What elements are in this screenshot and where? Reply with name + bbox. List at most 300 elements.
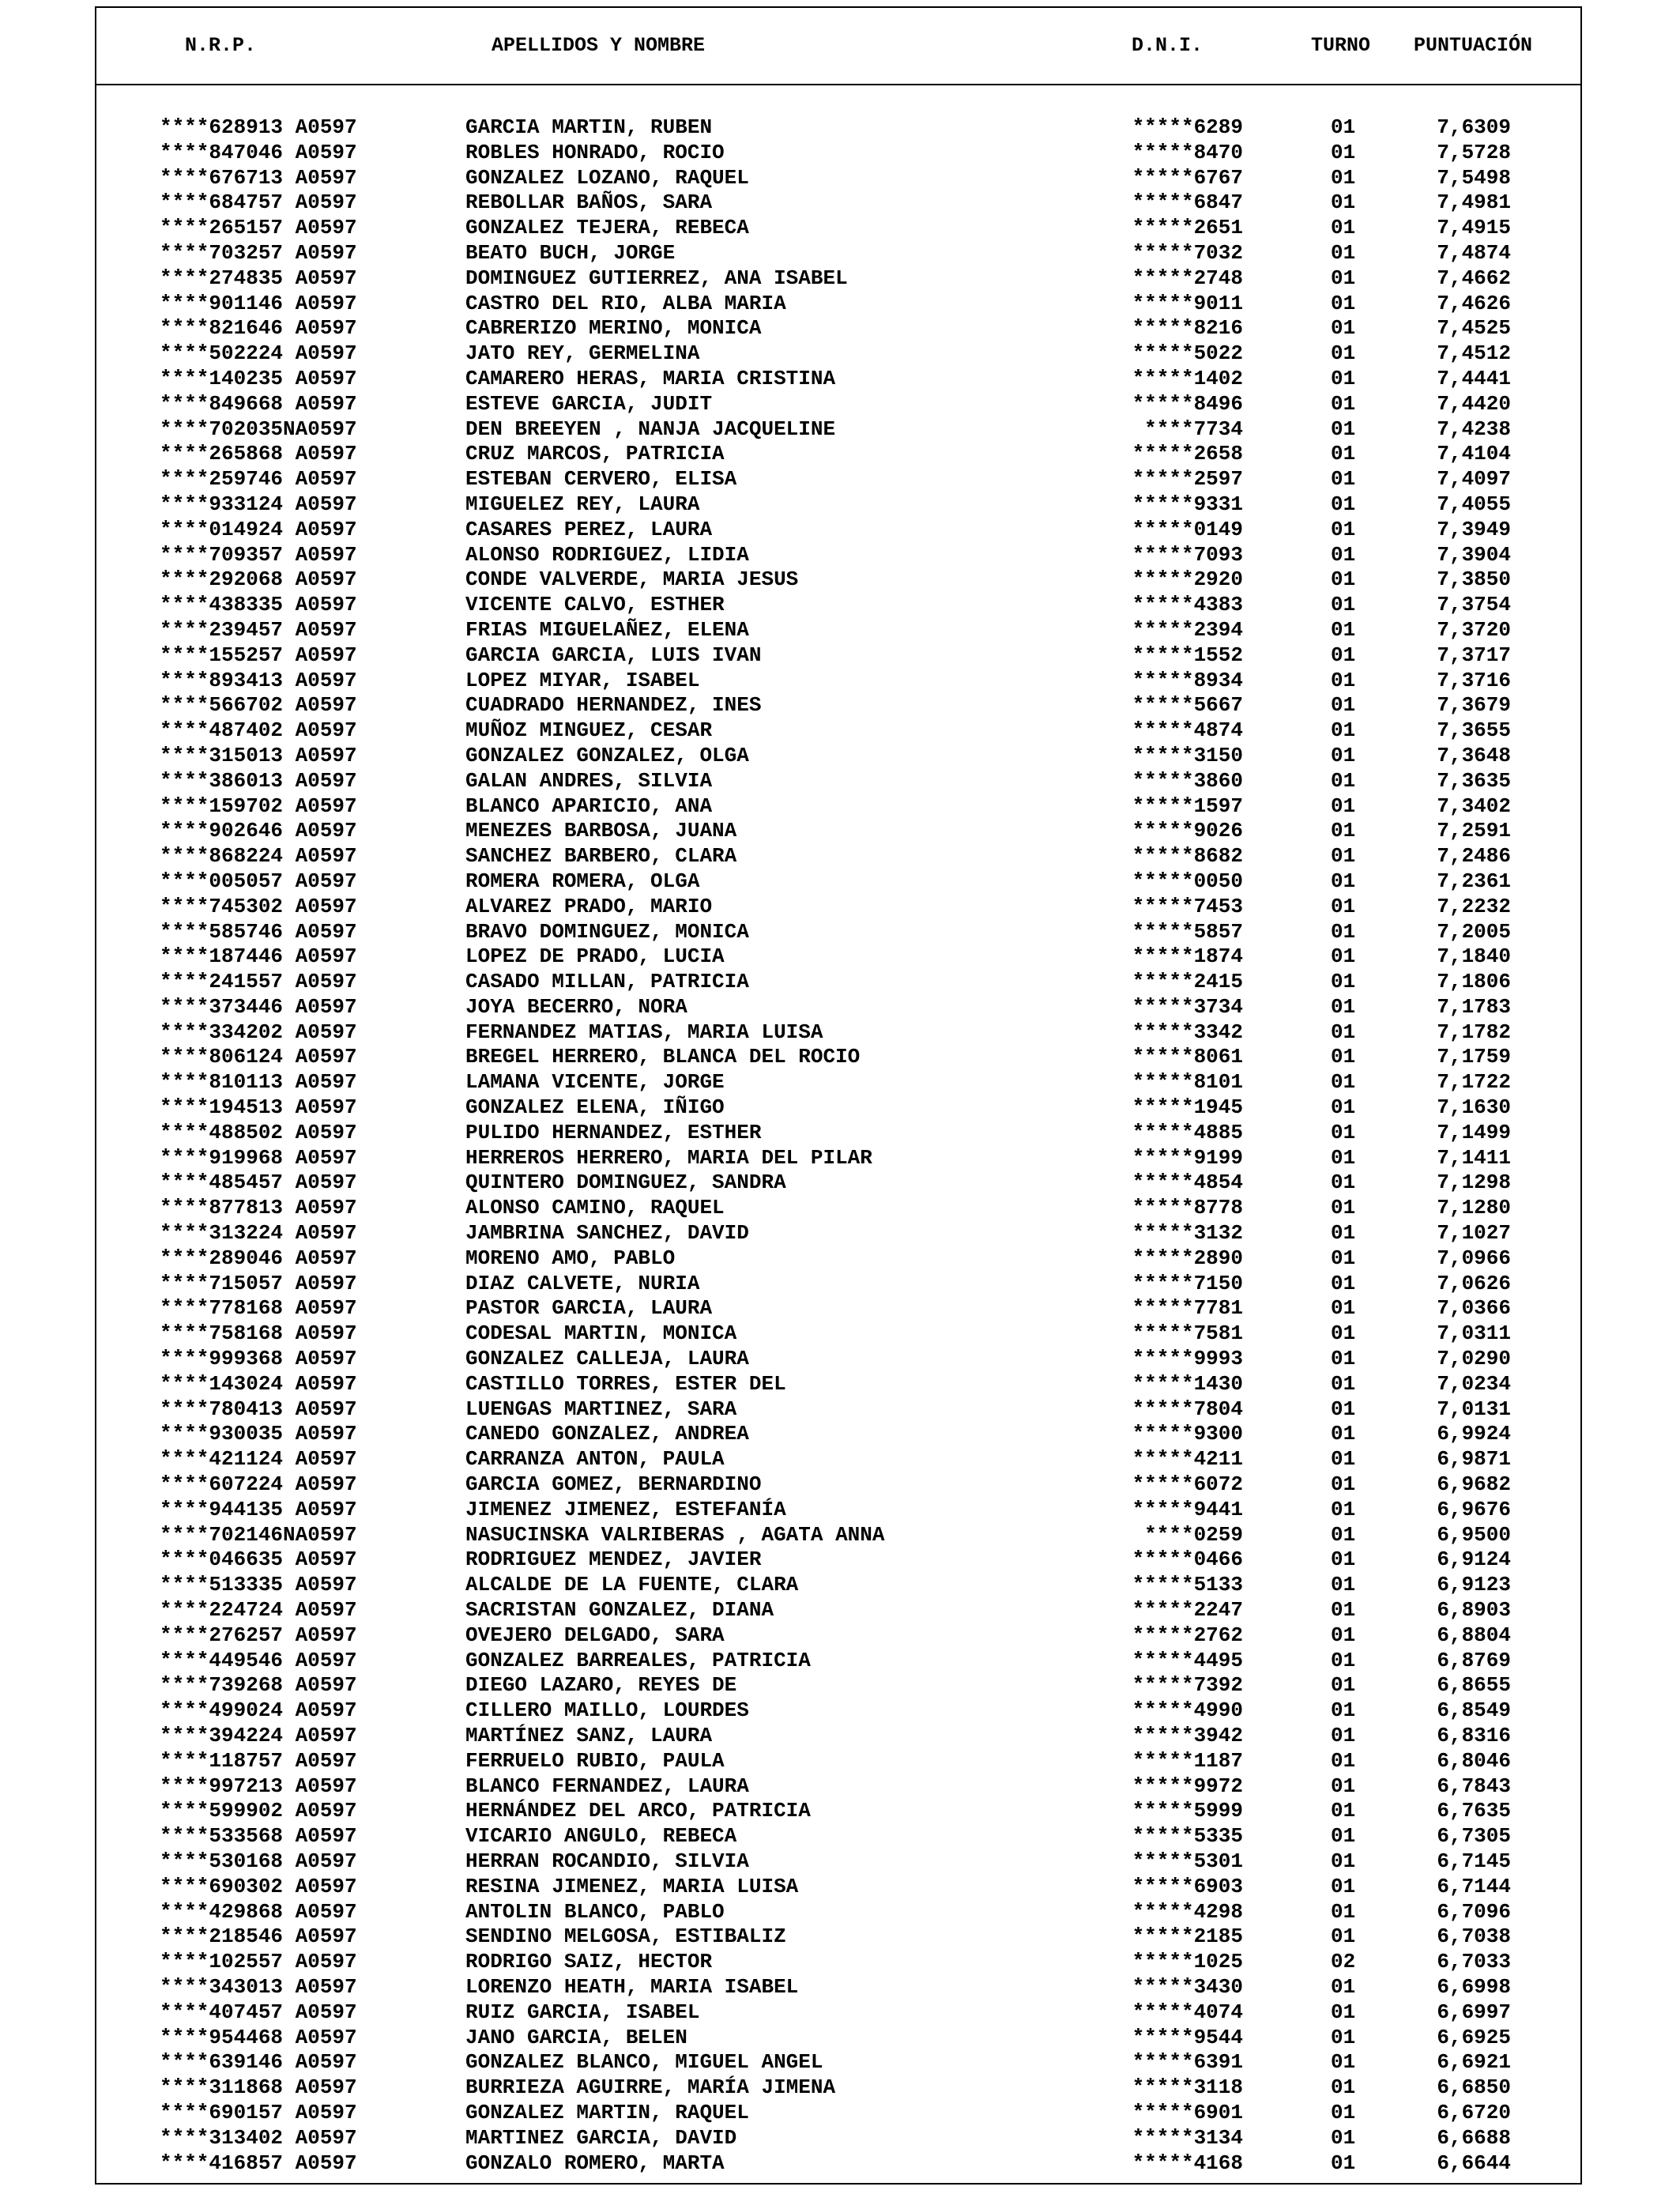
cell-name: ALVAREZ PRADO, MARIO	[465, 894, 713, 918]
cell-dni: *****2597	[1132, 467, 1243, 492]
cell-puntuacion: 7,4104	[1437, 442, 1511, 466]
cell-dni: *****4495	[1132, 1648, 1243, 1672]
cell-name: NASUCINSKA VALRIBERAS , AGATA ANNA	[465, 1522, 885, 1547]
table-row	[96, 115, 1580, 141]
cell-nrp: ****954468 A0597	[160, 2025, 357, 2049]
cell-puntuacion: 7,3716	[1437, 668, 1511, 692]
cell-dni: *****9199	[1132, 1145, 1243, 1170]
cell-turno: 01	[1331, 1371, 1356, 1396]
cell-nrp: ****421124 A0597	[160, 1447, 357, 1472]
cell-nrp: ****821646 A0597	[160, 316, 357, 341]
cell-turno: 01	[1331, 216, 1356, 240]
cell-nrp: ****933124 A0597	[160, 492, 357, 516]
cell-nrp: ****449546 A0597	[160, 1648, 357, 1672]
cell-nrp: ****155257 A0597	[160, 643, 357, 667]
cell-turno: 01	[1331, 617, 1356, 642]
table-row	[96, 869, 1580, 895]
cell-dni: *****5301	[1132, 1849, 1243, 1873]
cell-turno: 01	[1331, 1020, 1356, 1044]
cell-dni: *****4074	[1132, 2000, 1243, 2024]
cell-puntuacion: 6,9682	[1437, 1472, 1511, 1497]
cell-turno: 01	[1331, 844, 1356, 869]
table-row	[96, 1246, 1580, 1272]
cell-puntuacion: 6,7144	[1437, 1874, 1511, 1898]
cell-puntuacion: 7,1782	[1437, 1020, 1511, 1044]
table-row	[96, 794, 1580, 820]
cell-puntuacion: 6,8046	[1437, 1748, 1511, 1773]
table-row	[96, 718, 1580, 744]
cell-nrp: ****159702 A0597	[160, 794, 357, 818]
cell-nrp: ****684757 A0597	[160, 190, 357, 215]
cell-dni: *****2890	[1132, 1246, 1243, 1270]
cell-dni: *****6391	[1132, 2050, 1243, 2075]
table-row	[96, 543, 1580, 568]
cell-nrp: ****218546 A0597	[160, 1924, 357, 1949]
cell-dni: *****5133	[1132, 1573, 1243, 1597]
cell-nrp: ****373446 A0597	[160, 994, 357, 1019]
cell-nrp: ****102557 A0597	[160, 1950, 357, 1974]
table-row	[96, 669, 1580, 694]
cell-puntuacion: 7,1027	[1437, 1221, 1511, 1246]
cell-puntuacion: 7,0131	[1437, 1397, 1511, 1421]
cell-puntuacion: 6,6925	[1437, 2025, 1511, 2049]
cell-dni: *****7453	[1132, 894, 1243, 918]
cell-puntuacion: 6,6720	[1437, 2100, 1511, 2124]
cell-nrp: ****513335 A0597	[160, 1573, 357, 1597]
cell-puntuacion: 7,1840	[1437, 944, 1511, 969]
cell-nrp: ****810113 A0597	[160, 1070, 357, 1095]
cell-turno: 01	[1331, 1145, 1356, 1170]
cell-turno: 01	[1331, 819, 1356, 843]
table-row	[96, 367, 1580, 392]
cell-dni: *****1402	[1132, 366, 1243, 390]
cell-puntuacion: 6,8769	[1437, 1648, 1511, 1672]
table-row	[96, 618, 1580, 643]
cell-turno: 01	[1331, 2151, 1356, 2175]
cell-name: ALONSO CAMINO, RAQUEL	[465, 1196, 725, 1220]
cell-dni: *****2185	[1132, 1924, 1243, 1949]
cell-dni: *****1945	[1132, 1095, 1243, 1120]
cell-name: ESTEVE GARCIA, JUDIT	[465, 391, 713, 416]
cell-dni: *****0050	[1132, 869, 1243, 893]
cell-nrp: ****702146NA0597	[160, 1522, 357, 1547]
cell-dni: *****4885	[1132, 1120, 1243, 1144]
cell-puntuacion: 6,8655	[1437, 1673, 1511, 1698]
cell-name: LUENGAS MARTINEZ, SARA	[465, 1397, 737, 1421]
cell-name: SANCHEZ BARBERO, CLARA	[465, 844, 737, 869]
table-row	[96, 643, 1580, 669]
table-row	[96, 492, 1580, 518]
cell-name: GONZALEZ GONZALEZ, OLGA	[465, 743, 749, 767]
cell-turno: 01	[1331, 643, 1356, 667]
cell-puntuacion: 7,3717	[1437, 643, 1511, 667]
cell-nrp: ****224724 A0597	[160, 1598, 357, 1623]
cell-nrp: ****901146 A0597	[160, 291, 357, 315]
cell-puntuacion: 6,7096	[1437, 1899, 1511, 1924]
cell-puntuacion: 7,1783	[1437, 994, 1511, 1019]
cell-turno: 01	[1331, 1673, 1356, 1698]
table-row	[96, 1698, 1580, 1724]
cell-name: PASTOR GARCIA, LAURA	[465, 1296, 713, 1321]
cell-dni: ****7734	[1144, 417, 1243, 441]
cell-nrp: ****265157 A0597	[160, 216, 357, 240]
cell-turno: 01	[1331, 316, 1356, 341]
cell-nrp: ****806124 A0597	[160, 1045, 357, 1069]
cell-name: ALCALDE DE LA FUENTE, CLARA	[465, 1573, 799, 1597]
table-row	[96, 1498, 1580, 1523]
cell-turno: 01	[1331, 1573, 1356, 1597]
cell-turno: 01	[1331, 567, 1356, 592]
cell-name: GARCIA MARTIN, RUBEN	[465, 115, 713, 139]
table-row	[96, 1196, 1580, 1221]
cell-nrp: ****745302 A0597	[160, 894, 357, 918]
cell-dni: *****4298	[1132, 1899, 1243, 1924]
cell-name: BEATO BUCH, JORGE	[465, 240, 676, 265]
cell-nrp: ****944135 A0597	[160, 1497, 357, 1521]
cell-dni: *****7581	[1132, 1321, 1243, 1346]
cell-name: CONDE VALVERDE, MARIA JESUS	[465, 567, 799, 592]
table-row	[96, 567, 1580, 593]
cell-puntuacion: 7,2232	[1437, 894, 1511, 918]
cell-name: GONZALEZ ELENA, IÑIGO	[465, 1095, 725, 1120]
header-name: APELLIDOS Y NOMBRE	[492, 34, 706, 57]
cell-dni: *****8101	[1132, 1070, 1243, 1095]
cell-puntuacion: 7,6309	[1437, 115, 1511, 139]
cell-puntuacion: 7,4238	[1437, 417, 1511, 441]
table-row	[96, 2151, 1580, 2177]
cell-nrp: ****140235 A0597	[160, 366, 357, 390]
cell-dni: *****2658	[1132, 442, 1243, 466]
cell-turno: 01	[1331, 1472, 1356, 1497]
cell-name: ROBLES HONRADO, ROCIO	[465, 140, 725, 164]
table-row	[96, 1975, 1580, 2000]
cell-name: GONZALEZ BLANCO, MIGUEL ANGEL	[465, 2050, 823, 2075]
cell-nrp: ****485457 A0597	[160, 1171, 357, 1195]
cell-dni: *****7804	[1132, 1397, 1243, 1421]
cell-nrp: ****628913 A0597	[160, 115, 357, 139]
cell-name: HERRAN ROCANDIO, SILVIA	[465, 1849, 749, 1873]
table-row	[96, 316, 1580, 341]
cell-name: ALONSO RODRIGUEZ, LIDIA	[465, 542, 749, 567]
cell-puntuacion: 6,6921	[1437, 2050, 1511, 2075]
cell-name: JIMENEZ JIMENEZ, ESTEFANÍA	[465, 1497, 786, 1521]
cell-dni: *****3734	[1132, 994, 1243, 1019]
cell-nrp: ****758168 A0597	[160, 1321, 357, 1346]
cell-nrp: ****438335 A0597	[160, 593, 357, 617]
cell-nrp: ****502224 A0597	[160, 341, 357, 366]
cell-puntuacion: 7,4662	[1437, 266, 1511, 290]
cell-turno: 02	[1331, 1950, 1356, 1974]
table-row	[96, 442, 1580, 467]
cell-name: CASADO MILLAN, PATRICIA	[465, 970, 749, 994]
cell-nrp: ****919968 A0597	[160, 1145, 357, 1170]
cell-puntuacion: 6,7305	[1437, 1824, 1511, 1849]
cell-turno: 01	[1331, 1824, 1356, 1849]
cell-name: CAMARERO HERAS, MARIA CRISTINA	[465, 366, 836, 390]
cell-nrp: ****676713 A0597	[160, 165, 357, 190]
cell-puntuacion: 6,7038	[1437, 1924, 1511, 1949]
cell-turno: 01	[1331, 391, 1356, 416]
cell-turno: 01	[1331, 115, 1356, 139]
table-row	[96, 1347, 1580, 1372]
table-row	[96, 1573, 1580, 1598]
cell-puntuacion: 7,4626	[1437, 291, 1511, 315]
cell-turno: 01	[1331, 2050, 1356, 2075]
cell-turno: 01	[1331, 894, 1356, 918]
cell-turno: 01	[1331, 366, 1356, 390]
cell-nrp: ****893413 A0597	[160, 668, 357, 692]
cell-name: FRIAS MIGUELAÑEZ, ELENA	[465, 617, 749, 642]
cell-name: GALAN ANDRES, SILVIA	[465, 768, 713, 793]
table-row	[96, 2000, 1580, 2026]
table-row	[96, 166, 1580, 191]
cell-name: HERNÁNDEZ DEL ARCO, PATRICIA	[465, 1799, 811, 1823]
table-row	[96, 995, 1580, 1020]
cell-dni: *****2920	[1132, 567, 1243, 592]
cell-puntuacion: 6,8316	[1437, 1724, 1511, 1747]
table-row	[96, 593, 1580, 618]
cell-puntuacion: 7,1630	[1437, 1095, 1511, 1120]
cell-dni: *****9544	[1132, 2025, 1243, 2049]
header-dni: D.N.I.	[1132, 34, 1203, 57]
cell-name: MORENO AMO, PABLO	[465, 1246, 676, 1270]
cell-dni: *****1552	[1132, 643, 1243, 667]
cell-puntuacion: 7,4981	[1437, 190, 1511, 215]
table-row	[96, 1598, 1580, 1623]
cell-name: SENDINO MELGOSA, ESTIBALIZ	[465, 1924, 786, 1949]
cell-dni: *****6767	[1132, 165, 1243, 190]
cell-puntuacion: 6,6850	[1437, 2075, 1511, 2100]
cell-dni: *****2748	[1132, 266, 1243, 290]
cell-puntuacion: 6,8903	[1437, 1598, 1511, 1623]
cell-name: VICARIO ANGULO, REBECA	[465, 1824, 737, 1849]
table-row	[96, 1623, 1580, 1649]
cell-nrp: ****778168 A0597	[160, 1296, 357, 1321]
cell-turno: 01	[1331, 794, 1356, 818]
cell-puntuacion: 7,0366	[1437, 1296, 1511, 1321]
cell-dni: *****6072	[1132, 1472, 1243, 1497]
cell-nrp: ****780413 A0597	[160, 1397, 357, 1421]
table-row	[96, 944, 1580, 970]
cell-dni: *****9331	[1132, 492, 1243, 516]
table-row	[96, 2050, 1580, 2075]
cell-turno: 01	[1331, 2025, 1356, 2049]
cell-nrp: ****739268 A0597	[160, 1673, 357, 1698]
table-row	[96, 467, 1580, 492]
cell-nrp: ****343013 A0597	[160, 1974, 357, 1999]
cell-turno: 01	[1331, 2075, 1356, 2100]
cell-name: LAMANA VICENTE, JORGE	[465, 1070, 725, 1095]
cell-name: LOPEZ MIYAR, ISABEL	[465, 668, 700, 692]
cell-dni: *****4874	[1132, 718, 1243, 743]
cell-nrp: ****046635 A0597	[160, 1547, 357, 1572]
cell-nrp: ****014924 A0597	[160, 517, 357, 541]
cell-turno: 01	[1331, 768, 1356, 793]
cell-turno: 01	[1331, 467, 1356, 492]
cell-dni: *****2247	[1132, 1598, 1243, 1623]
cell-name: JATO REY, GERMELINA	[465, 341, 700, 366]
table-row	[96, 1045, 1580, 1070]
cell-dni: *****5857	[1132, 919, 1243, 944]
table-row	[96, 1272, 1580, 1297]
table-row	[96, 190, 1580, 216]
cell-name: VICENTE CALVO, ESTHER	[465, 593, 725, 617]
table-row	[96, 1523, 1580, 1548]
table-row	[96, 1673, 1580, 1698]
cell-puntuacion: 6,8549	[1437, 1698, 1511, 1723]
cell-dni: *****3150	[1132, 743, 1243, 767]
cell-dni: *****9441	[1132, 1497, 1243, 1521]
cell-nrp: ****241557 A0597	[160, 970, 357, 994]
cell-nrp: ****607224 A0597	[160, 1472, 357, 1497]
cell-turno: 01	[1331, 919, 1356, 944]
cell-dni: *****1430	[1132, 1371, 1243, 1396]
cell-turno: 01	[1331, 1648, 1356, 1672]
cell-nrp: ****639146 A0597	[160, 2050, 357, 2075]
cell-dni: *****5667	[1132, 693, 1243, 718]
cell-dni: *****3118	[1132, 2075, 1243, 2100]
cell-puntuacion: 7,1759	[1437, 1045, 1511, 1069]
cell-nrp: ****313402 A0597	[160, 2125, 357, 2150]
table-row	[96, 341, 1580, 367]
cell-name: GARCIA GOMEZ, BERNARDINO	[465, 1472, 762, 1497]
cell-name: GONZALEZ MARTIN, RAQUEL	[465, 2100, 749, 2124]
cell-nrp: ****847046 A0597	[160, 140, 357, 164]
cell-turno: 01	[1331, 718, 1356, 743]
table-row	[96, 1422, 1580, 1447]
cell-puntuacion: 6,6688	[1437, 2125, 1511, 2150]
cell-puntuacion: 7,0311	[1437, 1321, 1511, 1346]
cell-dni: *****6289	[1132, 115, 1243, 139]
cell-name: LORENZO HEATH, MARIA ISABEL	[465, 1974, 799, 1999]
table-row	[96, 241, 1580, 266]
cell-dni: *****7093	[1132, 542, 1243, 567]
cell-nrp: ****997213 A0597	[160, 1774, 357, 1798]
table-row	[96, 2075, 1580, 2101]
cell-name: DEN BREEYEN , NANJA JACQUELINE	[465, 417, 836, 441]
cell-nrp: ****599902 A0597	[160, 1799, 357, 1823]
cell-name: MUÑOZ MINGUEZ, CESAR	[465, 718, 713, 743]
table-row	[96, 1171, 1580, 1196]
table-row	[96, 1447, 1580, 1472]
cell-name: JAMBRINA SANCHEZ, DAVID	[465, 1221, 749, 1246]
cell-name: RODRIGO SAIZ, HECTOR	[465, 1950, 713, 1974]
table-row	[96, 895, 1580, 920]
cell-dni: *****7150	[1132, 1271, 1243, 1295]
table-row	[96, 970, 1580, 995]
cell-turno: 01	[1331, 1547, 1356, 1572]
cell-dni: *****8061	[1132, 1045, 1243, 1069]
cell-name: DIEGO LAZARO, REYES DE	[465, 1673, 737, 1698]
cell-nrp: ****533568 A0597	[160, 1824, 357, 1849]
cell-name: DOMINGUEZ GUTIERREZ, ANA ISABEL	[465, 266, 848, 290]
cell-puntuacion: 7,3850	[1437, 567, 1511, 592]
cell-turno: 01	[1331, 542, 1356, 567]
cell-turno: 01	[1331, 492, 1356, 516]
cell-name: CILLERO MAILLO, LOURDES	[465, 1698, 749, 1723]
cell-name: RUIZ GARCIA, ISABEL	[465, 2000, 700, 2024]
cell-name: BLANCO FERNANDEZ, LAURA	[465, 1774, 749, 1798]
cell-nrp: ****416857 A0597	[160, 2151, 357, 2175]
cell-nrp: ****292068 A0597	[160, 567, 357, 592]
cell-turno: 01	[1331, 1095, 1356, 1120]
cell-nrp: ****709357 A0597	[160, 542, 357, 567]
cell-name: REBOLLAR BAÑOS, SARA	[465, 190, 713, 215]
cell-turno: 01	[1331, 140, 1356, 164]
cell-dni: *****7781	[1132, 1296, 1243, 1321]
cell-puntuacion: 6,6998	[1437, 1974, 1511, 1999]
cell-dni: *****2651	[1132, 216, 1243, 240]
cell-turno: 01	[1331, 1397, 1356, 1421]
table-row	[96, 844, 1580, 869]
cell-dni: *****8934	[1132, 668, 1243, 692]
cell-name: MARTÍNEZ SANZ, LAURA	[465, 1724, 713, 1747]
cell-name: GONZALEZ LOZANO, RAQUEL	[465, 165, 749, 190]
cell-turno: 01	[1331, 970, 1356, 994]
cell-turno: 01	[1331, 1924, 1356, 1949]
table-row	[96, 2026, 1580, 2051]
cell-name: MIGUELEZ REY, LAURA	[465, 492, 700, 516]
cell-nrp: ****311868 A0597	[160, 2075, 357, 2100]
cell-puntuacion: 7,4915	[1437, 216, 1511, 240]
cell-nrp: ****488502 A0597	[160, 1120, 357, 1144]
table-row	[96, 1724, 1580, 1749]
cell-nrp: ****274835 A0597	[160, 266, 357, 290]
cell-dni: *****8216	[1132, 316, 1243, 341]
cell-name: FERRUELO RUBIO, PAULA	[465, 1748, 725, 1773]
cell-turno: 01	[1331, 1070, 1356, 1095]
cell-dni: *****8470	[1132, 140, 1243, 164]
cell-puntuacion: 7,3655	[1437, 718, 1511, 743]
cell-turno: 01	[1331, 291, 1356, 315]
cell-nrp: ****289046 A0597	[160, 1246, 357, 1270]
cell-turno: 01	[1331, 266, 1356, 290]
table-body	[96, 115, 1580, 2176]
cell-puntuacion: 6,9676	[1437, 1497, 1511, 1521]
cell-dni: *****3132	[1132, 1221, 1243, 1246]
table-row	[96, 1020, 1580, 1046]
table-row	[96, 769, 1580, 794]
cell-turno: 01	[1331, 1974, 1356, 1999]
cell-dni: *****3342	[1132, 1020, 1243, 1044]
cell-puntuacion: 7,1806	[1437, 970, 1511, 994]
cell-nrp: ****315013 A0597	[160, 743, 357, 767]
cell-puntuacion: 7,3635	[1437, 768, 1511, 793]
cell-nrp: ****394224 A0597	[160, 1724, 357, 1747]
cell-turno: 01	[1331, 1874, 1356, 1898]
cell-puntuacion: 7,1298	[1437, 1171, 1511, 1195]
cell-puntuacion: 7,3754	[1437, 593, 1511, 617]
cell-name: CUADRADO HERNANDEZ, INES	[465, 693, 762, 718]
table-row	[96, 417, 1580, 443]
cell-name: GONZALEZ BARREALES, PATRICIA	[465, 1648, 811, 1672]
cell-dni: *****8496	[1132, 391, 1243, 416]
cell-dni: *****3430	[1132, 1974, 1243, 1999]
table-row	[96, 1950, 1580, 1975]
cell-nrp: ****259746 A0597	[160, 467, 357, 492]
cell-puntuacion: 6,7145	[1437, 1849, 1511, 1873]
table-row	[96, 1372, 1580, 1397]
cell-puntuacion: 7,2005	[1437, 919, 1511, 944]
cell-puntuacion: 7,1499	[1437, 1120, 1511, 1144]
table-row	[96, 1321, 1580, 1347]
cell-turno: 01	[1331, 1698, 1356, 1723]
cell-turno: 01	[1331, 190, 1356, 215]
cell-nrp: ****868224 A0597	[160, 844, 357, 869]
cell-name: BREGEL HERRERO, BLANCA DEL ROCIO	[465, 1045, 861, 1069]
cell-puntuacion: 7,3402	[1437, 794, 1511, 818]
header-nrp: N.R.P.	[185, 34, 257, 57]
